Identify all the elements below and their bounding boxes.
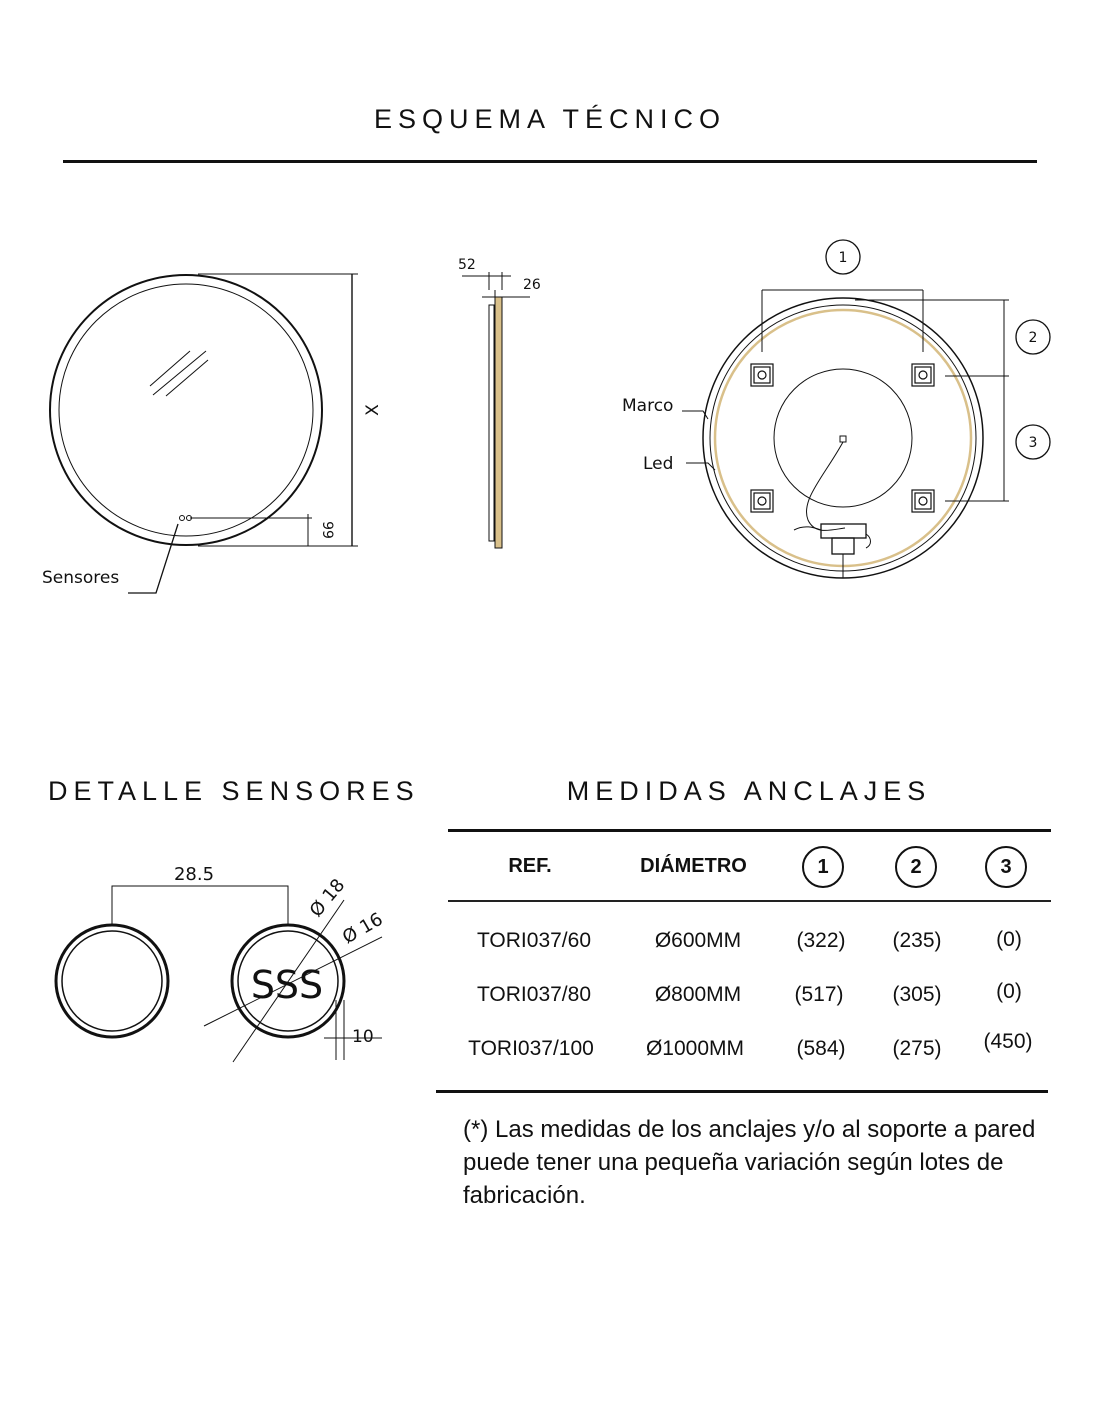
table-row-3-m1: (584) xyxy=(796,1037,846,1060)
table-row-1-ref: TORI037/60 xyxy=(476,929,591,952)
sensor-left-inner xyxy=(62,931,162,1031)
table-row-3-diameter: Ø1000MM xyxy=(645,1037,745,1060)
back-center-disc xyxy=(774,369,912,507)
anchor-bracket-icon xyxy=(751,364,934,512)
front-view-drawing xyxy=(0,0,1100,700)
led-label: Led xyxy=(643,454,674,474)
mirror-outer-ring xyxy=(50,275,322,545)
table-row-3-ref: TORI037/100 xyxy=(468,1037,594,1060)
depth-frame-label: 26 xyxy=(523,277,541,293)
table-bottom-rule xyxy=(436,1090,1048,1093)
page-title: ESQUEMA TÉCNICO xyxy=(373,104,727,134)
diameter-16-label: Ø 16 xyxy=(339,908,387,949)
table-row-2-m1: (517) xyxy=(794,983,844,1006)
back-cable xyxy=(806,442,845,530)
table-row-1-m3: (0) xyxy=(996,928,1022,951)
table-top-rule xyxy=(448,829,1051,832)
callout-2-label: 2 xyxy=(1028,330,1038,346)
header-diameter: DIÁMETRO xyxy=(640,855,747,877)
header-callout-2: 2 xyxy=(895,846,937,888)
table-row-3-m3: (450) xyxy=(983,1030,1033,1053)
table-row-2-diameter: Ø800MM xyxy=(654,983,742,1006)
sensor-icon xyxy=(180,516,192,521)
power-box-icon xyxy=(821,524,866,538)
back-view-drawing xyxy=(682,240,1050,578)
back-led-ring xyxy=(715,310,971,566)
table-row-1-m1: (322) xyxy=(796,929,846,952)
sensors-label: Sensores xyxy=(42,568,120,588)
header-callout-1: 1 xyxy=(802,846,844,888)
footnote: (*) Las medidas de los anclajes y/o al soporte a pared puede tener una pequeña variación según lotes de fabricación. xyxy=(463,1116,1036,1209)
glass-reflection-icon xyxy=(150,351,208,396)
led-leader-line xyxy=(686,463,715,470)
table-row-2-m2: (305) xyxy=(892,983,942,1006)
diameter-18-label: Ø 18 xyxy=(305,874,350,922)
table-row-1-diameter: Ø600MM xyxy=(654,929,742,952)
table-header-rule xyxy=(448,900,1051,902)
offset-label: 10 xyxy=(352,1027,374,1047)
header-ref: REF. xyxy=(508,855,552,877)
back-frame-inner xyxy=(710,305,976,571)
back-frame-outer xyxy=(703,298,983,578)
side-frame xyxy=(489,305,494,541)
callout-3-label: 3 xyxy=(1028,435,1038,451)
table-row-3-m2: (275) xyxy=(892,1037,942,1060)
dimension-line-x xyxy=(198,274,358,546)
table-row-1-m2: (235) xyxy=(892,929,942,952)
spacing-label: 28.5 xyxy=(173,864,215,885)
header-callout-3: 3 xyxy=(985,846,1027,888)
table-row-2-ref: TORI037/80 xyxy=(476,983,591,1006)
callout-1-label: 1 xyxy=(838,250,848,266)
sensor-detail-title: DETALLE SENSORES xyxy=(48,776,420,806)
table-row-2-m3: (0) xyxy=(996,980,1022,1003)
dimension-sensor-label: 99 xyxy=(319,521,335,539)
sensor-left-outer xyxy=(56,925,168,1037)
sensor-text: SSS xyxy=(250,963,324,1007)
side-led-strip xyxy=(495,297,502,548)
dimension-x-label: X xyxy=(363,404,383,416)
depth-total-label: 52 xyxy=(458,257,476,273)
mirror-inner-ring xyxy=(59,284,313,536)
anchors-title: MEDIDAS ANCLAJES xyxy=(566,776,932,806)
back-center-connector xyxy=(840,436,846,442)
sensor-detail-drawing xyxy=(0,840,440,1080)
frame-label: Marco xyxy=(622,396,674,416)
side-profile-drawing xyxy=(462,272,530,548)
spacing-dimension-line xyxy=(112,886,288,925)
